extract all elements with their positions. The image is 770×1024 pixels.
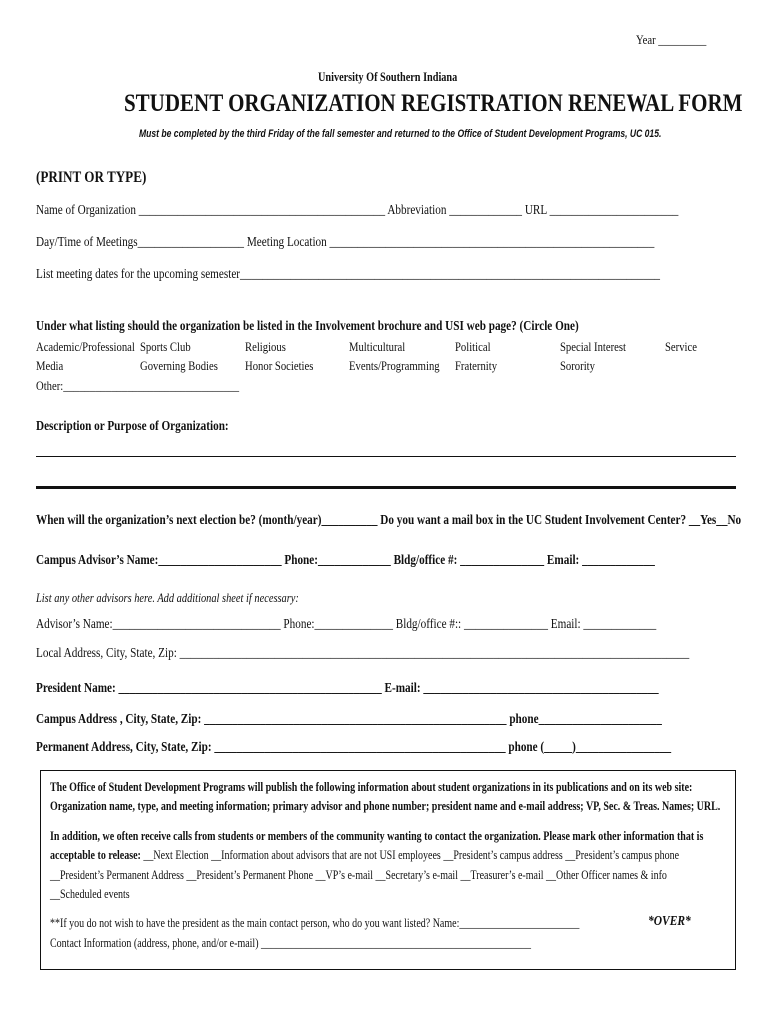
notice-line-3: In addition, we often receive calls from students or members of the community wanting to contact the organization. Please mark other information that is	[50, 829, 704, 843]
release-options-row-2[interactable]: __President’s Permanent Address __President’s Permanent Phone __VP’s e-mail __Secretary’s e-mail __Treasurer’s e-mail __Other Officer names & info	[50, 868, 667, 882]
local-address-row[interactable]: Local Address, City, State, Zip: ___________________________________________________________________________________________	[36, 646, 690, 661]
listing-option-sports-club[interactable]: Sports Club	[140, 339, 191, 354]
listing-option-sorority[interactable]: Sorority	[560, 358, 595, 373]
release-options-row-1[interactable]	[50, 848, 770, 863]
section-divider	[36, 486, 736, 489]
listing-option-multicultural[interactable]: Multicultural	[349, 339, 406, 354]
campus-advisor-row[interactable]: Campus Advisor’s Name:______________________ Phone:_____________ Bldg/office #: _______________ Email: _____________	[36, 553, 655, 568]
listing-option-service[interactable]: Service	[665, 339, 697, 354]
president-row[interactable]: President Name: _______________________________________________ E-mail: __________________________________________	[36, 681, 659, 696]
notice-line-1: The Office of Student Development Programs will publish the following information about student organizations in its publications and on its web site:	[50, 780, 693, 794]
listing-option-honor-societies[interactable]: Honor Societies	[245, 358, 314, 373]
form-subtitle: Must be completed by the third Friday of the fall semester and returned to the Office of Student Development Programs, UC 015.	[139, 128, 662, 140]
notice-line-2: Organization name, type, and meeting information; primary advisor and phone number; president name and e-mail address; VP, Sec. & Treas. Names; URL.	[50, 799, 721, 813]
listing-option-media[interactable]: Media	[36, 358, 64, 373]
meeting-time-row[interactable]: Day/Time of Meetings___________________ Meeting Location __________________________________________________________	[36, 235, 655, 250]
other-advisors-note: List any other advisors here. Add additional sheet if necessary:	[36, 590, 299, 605]
listing-option-fraternity[interactable]: Fraternity	[455, 358, 498, 373]
advisor-row[interactable]: Advisor’s Name:______________________________ Phone:______________ Bldg/office #:: _______________ Email: _____________	[36, 617, 657, 632]
permanent-address-row[interactable]: Permanent Address, City, State, Zip: ____________________________________________________ phone (_____)_________________	[36, 740, 672, 755]
campus-address-row[interactable]: Campus Address , City, State, Zip: ______________________________________________________ phone______________________	[36, 712, 662, 727]
listing-question: Under what listing should the organization be listed in the Involvement brochure and USI web page? (Circle One)	[36, 319, 579, 334]
meeting-dates-row[interactable]: List meeting dates for the upcoming semester___________________________________________________________________________	[36, 267, 661, 282]
listing-option-events-programming[interactable]: Events/Programming	[349, 358, 440, 373]
listing-option-governing-bodies[interactable]: Governing Bodies	[140, 358, 218, 373]
listing-other-field[interactable]: Other:_________________________________	[36, 378, 240, 393]
over-label: *OVER*	[648, 914, 691, 929]
election-row[interactable]: When will the organization’s next election be? (month/year)__________ Do you want a mail box in the UC Student Involvement Center? __Yes__No	[36, 513, 742, 528]
listing-option-political[interactable]: Political	[455, 339, 491, 354]
description-line[interactable]	[36, 456, 736, 457]
release-options-text-1: __Next Election __Information about advisors that are not USI employees __President’s campus address __President’s campus phone	[140, 848, 680, 862]
listing-option-special-interest[interactable]: Special Interest	[560, 339, 627, 354]
listing-option-religious[interactable]: Religious	[245, 339, 286, 354]
release-options-row-3[interactable]: __Scheduled events	[50, 887, 130, 901]
alternate-contact-name-row[interactable]: **If you do not wish to have the president as the main contact person, who do you want listed? Name:________________________	[50, 916, 580, 930]
form-title: STUDENT ORGANIZATION REGISTRATION RENEWAL FORM	[124, 90, 743, 117]
year-field[interactable]: Year _________	[636, 32, 707, 47]
description-label: Description or Purpose of Organization:	[36, 419, 229, 434]
print-or-type-label: (PRINT OR TYPE)	[36, 169, 147, 186]
listing-option-academic[interactable]: Academic/Professional	[36, 339, 135, 354]
organization-name-row[interactable]: Name of Organization ____________________________________________ Abbreviation _____________ URL _______________________	[36, 203, 679, 218]
alternate-contact-info-row[interactable]: Contact Information (address, phone, and/or e-mail) ______________________________________________________	[50, 936, 532, 950]
acceptable-release-label: acceptable to release:	[50, 848, 141, 862]
university-name: University Of Southern Indiana	[318, 70, 458, 84]
